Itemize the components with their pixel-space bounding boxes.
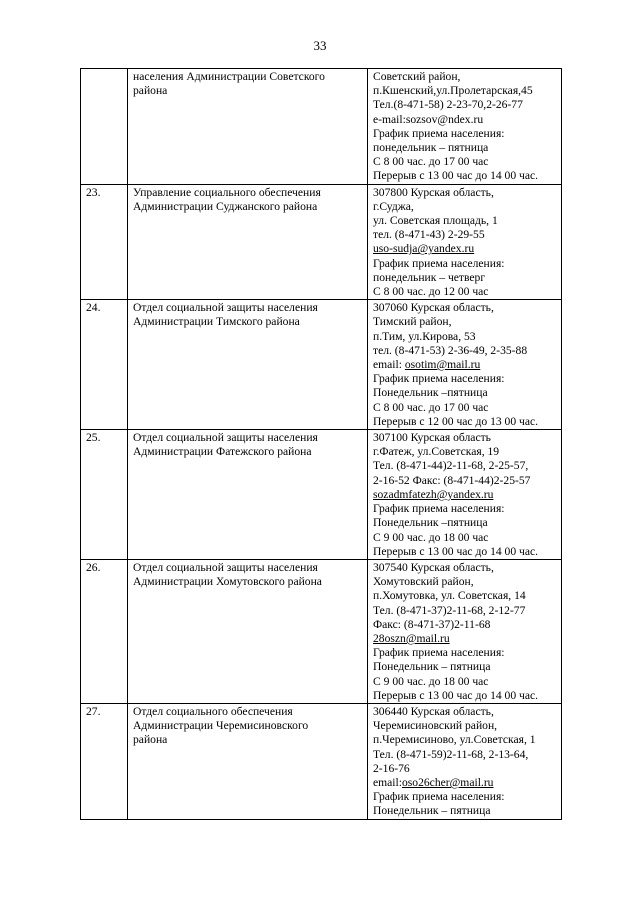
contact-text: Тел.(8-471-58) 2-23-70,2-26-77 (373, 98, 523, 112)
table-row (81, 300, 562, 430)
organization-cell (128, 430, 368, 560)
contact-line (373, 632, 557, 646)
contact-line (373, 228, 557, 242)
contact-line (373, 372, 557, 386)
contact-text: ул. Советская площадь, 1 (373, 214, 498, 228)
contact-line (373, 200, 557, 214)
contact-line (373, 84, 557, 98)
contact-text: понедельник – четверг (373, 270, 486, 284)
contact-text: 307060 Курская область, (373, 301, 494, 315)
contact-link[interactable]: 28oszn@mail.ru (373, 631, 450, 645)
contact-text: Перерыв с 13 00 час до 14 00 час. (373, 169, 539, 183)
contact-text: тел. (8-471-53) 2-36-49, 2-35-88 (373, 343, 528, 357)
contact-text: Перерыв с 12 00 час до 13 00 час. (373, 414, 539, 428)
contact-line (373, 719, 557, 733)
contact-line (373, 257, 557, 271)
contact-cell (368, 69, 562, 185)
contact-text: С 9 00 час. до 18 00 час (373, 674, 489, 688)
contact-line (373, 386, 557, 400)
contact-line (373, 459, 557, 473)
table-row (81, 184, 562, 300)
contact-line (373, 271, 557, 285)
contact-line (373, 804, 557, 818)
contact-link[interactable]: oso26cher@mail.ru (401, 775, 494, 789)
contact-text: Советский район, (373, 70, 461, 83)
contact-text: Тимский район, (373, 315, 452, 329)
contact-line (373, 141, 557, 155)
contact-line (373, 531, 557, 545)
contact-line (373, 748, 557, 762)
contact-text: Тел. (8-471-59)2-11-68, 2-13-64, (373, 747, 529, 761)
organization-line: Администрации Хомутовского района (133, 575, 322, 589)
contact-line (373, 762, 557, 776)
contact-text: Черемисиновский район, (373, 719, 498, 733)
organization-line: Отдел социальной защиты населения (133, 560, 318, 574)
contact-line (373, 646, 557, 660)
contact-line (373, 445, 557, 459)
contact-text: Факс: (8-471-37)2-11-68 (373, 617, 491, 631)
contact-line (373, 344, 557, 358)
contact-text: Перерыв с 13 00 час до 14 00 час. (373, 544, 539, 558)
contact-line (373, 604, 557, 618)
contact-line (373, 127, 557, 141)
organization-cell (128, 300, 368, 430)
organization-line: Управление социального обеспечения (133, 185, 321, 199)
contact-line (373, 431, 557, 445)
contact-line (373, 315, 557, 329)
contact-text: тел. (8-471-43) 2-29-55 (373, 228, 485, 242)
contact-text: 307540 Курская область, (373, 560, 494, 574)
services-table (80, 68, 562, 820)
contact-text: С 9 00 час. до 18 00 час (373, 530, 489, 544)
table-row (81, 430, 562, 560)
row-number: 23. (81, 184, 128, 300)
contact-text: 2-16-52 Факс: (8-471-44)2-25-57 (373, 473, 531, 487)
organization-line: Администрации Фатежского района (133, 445, 312, 459)
contact-line (373, 330, 557, 344)
organization-line: района (133, 84, 168, 98)
contact-cell (368, 300, 562, 430)
contact-text: 306440 Курская область, (373, 704, 494, 718)
contact-text: График приема населения: (373, 372, 505, 386)
organization-line: района (133, 733, 168, 747)
contact-link[interactable]: uso-sudja@yandex.ru (373, 242, 475, 256)
contact-line (373, 415, 557, 429)
contact-text: 307100 Курская область (373, 431, 491, 445)
contact-prefix: email: (373, 775, 402, 789)
organization-line: Отдел социального обеспечения (133, 704, 293, 718)
contact-text: Понедельник – пятница (373, 804, 491, 818)
contact-line (373, 98, 557, 112)
contact-line (373, 285, 557, 299)
contact-text: Понедельник –пятница (373, 516, 488, 530)
contact-line (373, 358, 557, 372)
contact-text: Тел. (8-471-37)2-11-68, 2-12-77 (373, 603, 526, 617)
contact-line (373, 214, 557, 228)
contact-cell (368, 430, 562, 560)
contact-line (373, 401, 557, 415)
contact-text: С 8 00 час. до 17 00 час (373, 400, 489, 414)
organization-line: населения Администрации Советского (133, 70, 325, 83)
contact-text: С 8 00 час. до 12 00 час (373, 285, 489, 299)
contact-text: 307800 Курская область, (373, 185, 494, 199)
contact-line (373, 689, 557, 703)
contact-text: Перерыв с 13 00 час до 14 00 час. (373, 688, 539, 702)
contact-line (373, 301, 557, 315)
contact-text: п.Хомутовка, ул. Советская, 14 (373, 589, 526, 603)
contact-cell (368, 184, 562, 300)
organization-cell (128, 69, 368, 185)
contact-text: График приема населения: (373, 790, 505, 804)
contact-cell (368, 703, 562, 819)
organization-line: Администрации Суджанского района (133, 199, 318, 213)
organization-cell (128, 184, 368, 300)
contact-line (373, 502, 557, 516)
contact-cell (368, 559, 562, 703)
contact-line (373, 561, 557, 575)
row-number (81, 69, 128, 185)
contact-link[interactable]: sozadmfatezh@yandex.ru (373, 487, 494, 501)
contact-line (373, 575, 557, 589)
contact-text: График приема населения: (373, 502, 505, 516)
contact-text: С 8 00 час. до 17 00 час (373, 155, 489, 169)
contact-line (373, 545, 557, 559)
contact-line (373, 155, 557, 169)
contact-line (373, 516, 557, 530)
contact-text: г.Суджа, (373, 199, 414, 213)
organization-cell (128, 703, 368, 819)
contact-line (373, 474, 557, 488)
contact-text: График приема населения: (373, 256, 505, 270)
contact-text: График приема населения: (373, 126, 505, 140)
contact-line (373, 618, 557, 632)
organization-line: Отдел социальной защиты населения (133, 301, 318, 315)
contact-text: п.Черемисиново, ул.Советская, 1 (373, 733, 536, 747)
contact-line (373, 186, 557, 200)
table-row (81, 703, 562, 819)
contact-text: Тел. (8-471-44)2-11-68, 2-25-57, (373, 459, 529, 473)
contact-line (373, 488, 557, 502)
contact-text: Хомутовский район, (373, 575, 474, 589)
row-number: 26. (81, 559, 128, 703)
contact-line (373, 660, 557, 674)
row-number: 25. (81, 430, 128, 560)
contact-text: Понедельник – пятница (373, 660, 491, 674)
organization-line: Отдел социальной защиты населения (133, 431, 318, 445)
contact-line (373, 589, 557, 603)
page-number: 33 (313, 38, 327, 53)
contact-text: Понедельник –пятница (373, 386, 488, 400)
contact-text: п.Кшенский,ул.Пролетарская,45 (373, 84, 533, 98)
contact-line (373, 242, 557, 256)
organization-line: Администрации Тимского района (133, 315, 300, 329)
contact-prefix: email: (373, 358, 405, 372)
table-row (81, 559, 562, 703)
contact-text: График приема населения: (373, 646, 505, 660)
contact-text: 2-16-76 (373, 761, 410, 775)
contact-line (373, 169, 557, 183)
row-number: 27. (81, 703, 128, 819)
contact-line (373, 776, 557, 790)
contact-text: г.Фатеж, ул.Советская, 19 (373, 445, 500, 459)
table-row (81, 69, 562, 185)
contact-text: e-mail:sozsov@ndex.ru (373, 112, 484, 126)
contact-line (373, 733, 557, 747)
contact-text: понедельник – пятница (373, 141, 489, 155)
contact-link[interactable]: osotim@mail.ru (404, 358, 481, 372)
contact-line (373, 113, 557, 127)
contact-line (373, 675, 557, 689)
contact-text: п.Тим, ул.Кирова, 53 (373, 329, 476, 343)
contact-line (373, 705, 557, 719)
contact-line (373, 790, 557, 804)
organization-line: Администрации Черемисиновского (133, 719, 309, 733)
row-number: 24. (81, 300, 128, 430)
organization-cell (128, 559, 368, 703)
contact-line (373, 70, 557, 84)
